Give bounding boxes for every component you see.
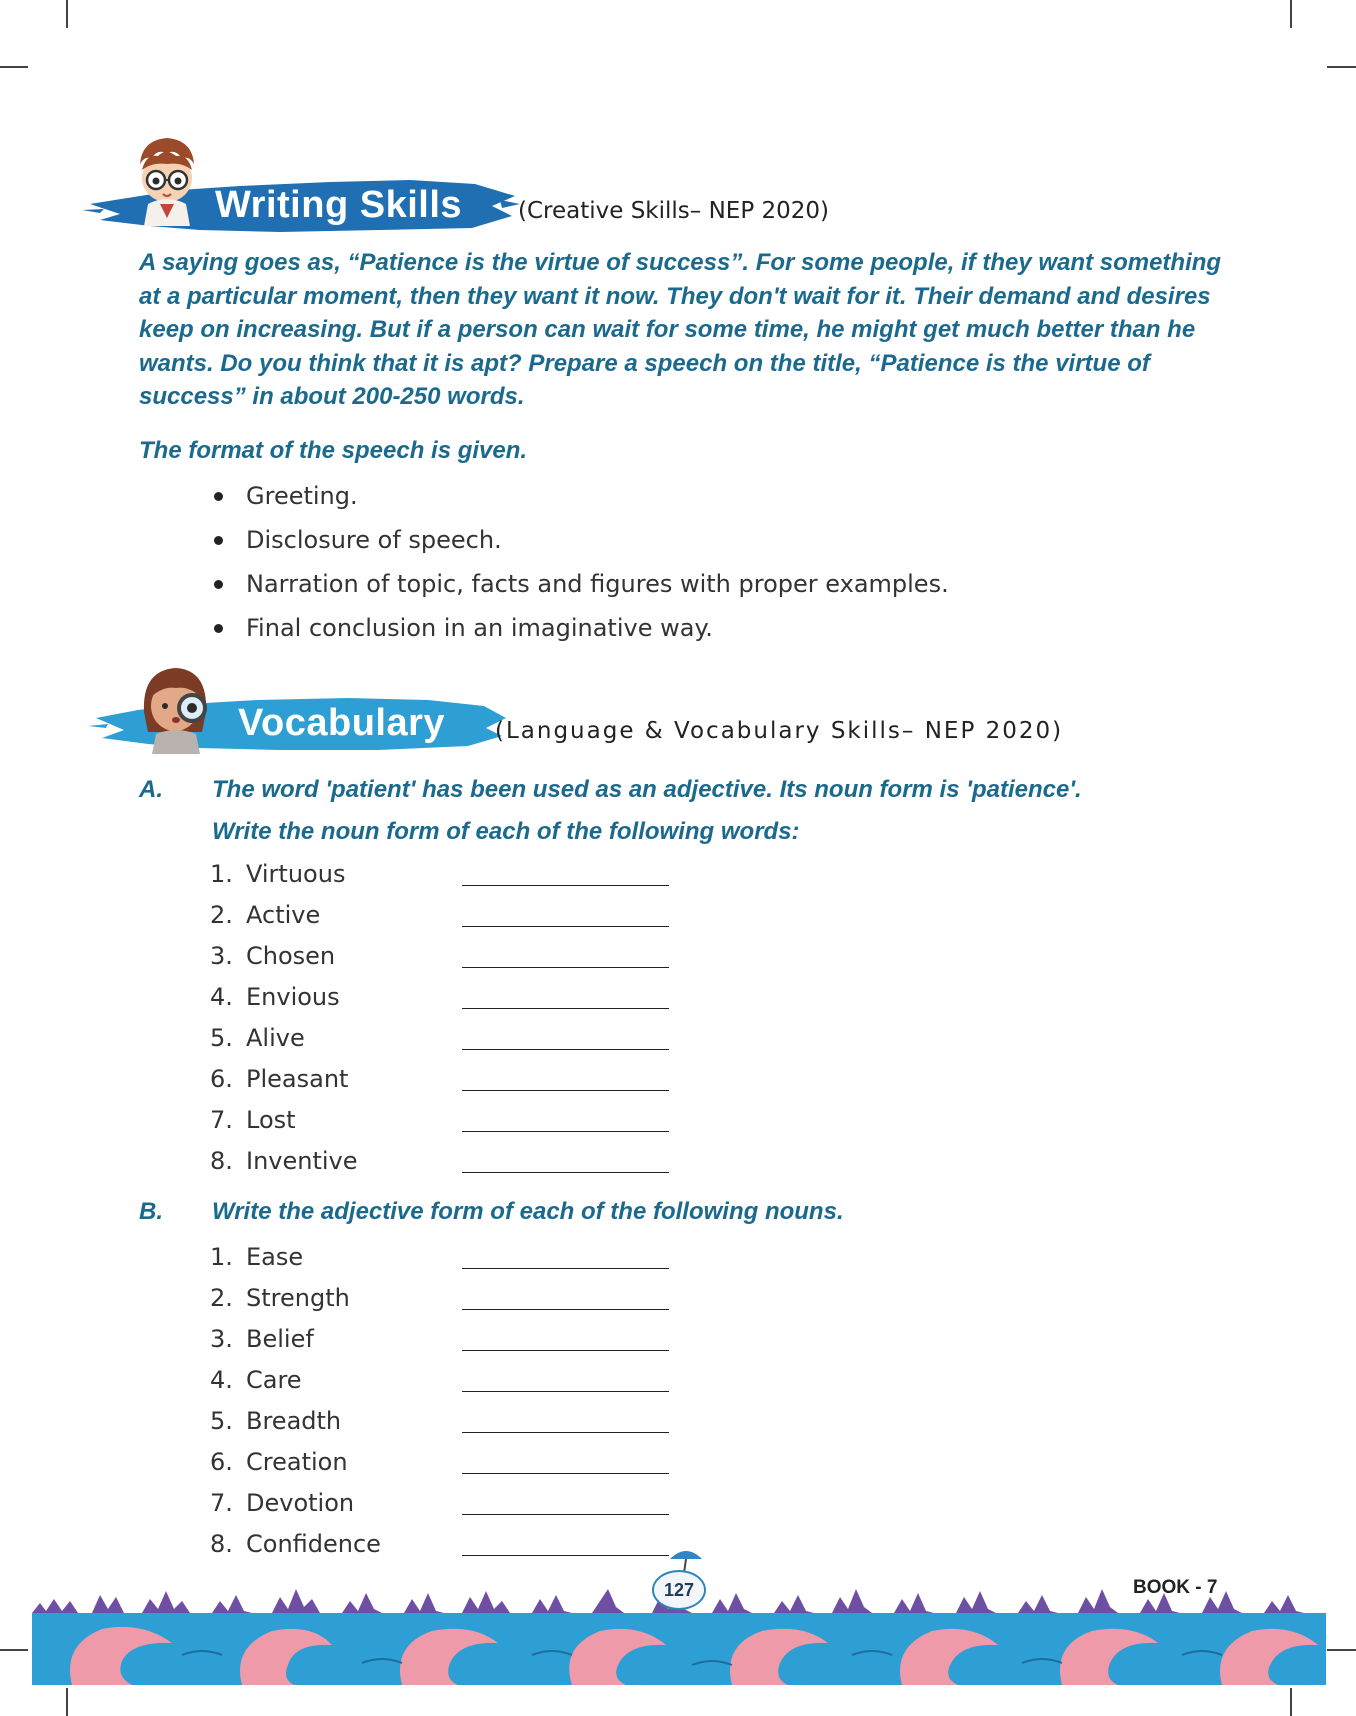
item-number: 5.	[210, 1024, 233, 1052]
crop-mark	[1290, 1688, 1292, 1716]
list-item	[210, 1526, 381, 1567]
item-number: 3.	[210, 1325, 233, 1353]
list-item	[210, 1403, 381, 1444]
answer-blank[interactable]	[462, 1172, 669, 1173]
question-a-line2: Write the noun form of each of the following words:	[212, 818, 800, 845]
answer-blank[interactable]	[462, 1049, 669, 1050]
crop-mark	[0, 66, 28, 68]
answer-blank[interactable]	[462, 1391, 669, 1392]
crop-mark	[0, 1649, 28, 1651]
question-a-line1: The word 'patient' has been used as an adjective. Its noun form is 'patience'.	[212, 776, 1082, 803]
writing-skills-title: Writing Skills	[215, 184, 463, 226]
book-label: BOOK - 7	[1133, 1577, 1218, 1598]
item-word: Confidence	[246, 1530, 381, 1558]
answer-blank[interactable]	[462, 1090, 669, 1091]
item-word: Creation	[246, 1448, 348, 1476]
crop-mark	[1290, 0, 1292, 28]
writing-prompt: A saying goes as, “Patience is the virtue of success”. For some people, if they want something at a particular moment, then they want it now. They don't wait for it. Their demand and desires keep on increasing. But if a person can wait for some time, he might get much better than he wants. Do you think that it is apt? Prepare a speech on the title, “Patience is the virtue of success” in about 200-250 words.	[139, 249, 1222, 410]
boy-mascot-icon	[132, 134, 202, 234]
item-number: 6.	[210, 1448, 233, 1476]
answer-blank[interactable]	[462, 1309, 669, 1310]
crop-mark	[66, 0, 68, 28]
list-item	[210, 1102, 358, 1143]
list-item: Disclosure of speech.	[210, 522, 949, 566]
item-word: Inventive	[246, 1147, 358, 1175]
item-word: Devotion	[246, 1489, 355, 1517]
vocabulary-title: Vocabulary	[238, 702, 446, 744]
question-b-list	[210, 1239, 381, 1567]
item-word: Active	[246, 901, 321, 929]
page-number: 127	[652, 1570, 706, 1610]
item-number: 7.	[210, 1106, 233, 1134]
list-item: Final conclusion in an imaginative way.	[210, 610, 949, 654]
answer-blank[interactable]	[462, 1473, 669, 1474]
item-word: Strength	[246, 1284, 350, 1312]
answer-blank[interactable]	[462, 1268, 669, 1269]
item-word: Lost	[246, 1106, 296, 1134]
vocabulary-header	[88, 662, 1088, 762]
item-number: 6.	[210, 1065, 233, 1093]
format-list	[210, 478, 949, 654]
item-word: Breadth	[246, 1407, 342, 1435]
item-number: 2.	[210, 1284, 233, 1312]
item-word: Virtuous	[246, 860, 346, 888]
list-item	[210, 1321, 381, 1362]
list-item	[210, 1280, 381, 1321]
item-number: 2.	[210, 901, 233, 929]
vocabulary-subtitle: (Language & Vocabulary Skills– NEP 2020)	[495, 718, 1064, 744]
list-item	[210, 938, 358, 979]
answer-blank[interactable]	[462, 1514, 669, 1515]
girl-magnifier-icon	[138, 662, 218, 754]
list-item	[210, 1239, 381, 1280]
answer-blank[interactable]	[462, 1432, 669, 1433]
list-item	[210, 1485, 381, 1526]
list-item: Narration of topic, facts and figures with proper examples.	[210, 566, 949, 610]
writing-skills-subtitle: (Creative Skills– NEP 2020)	[518, 198, 830, 224]
list-item	[210, 1143, 358, 1184]
answer-blank[interactable]	[462, 1008, 669, 1009]
question-a-letter: A.	[139, 776, 163, 803]
list-item	[210, 856, 358, 897]
format-title: The format of the speech is given.	[139, 437, 528, 464]
answer-blank[interactable]	[462, 1350, 669, 1351]
item-word: Alive	[246, 1024, 305, 1052]
item-number: 1.	[210, 1243, 233, 1271]
list-item	[210, 1020, 358, 1061]
list-item	[210, 1362, 381, 1403]
item-word: Belief	[246, 1325, 314, 1353]
item-word: Chosen	[246, 942, 336, 970]
item-number: 8.	[210, 1147, 233, 1175]
crop-mark	[1327, 1649, 1356, 1651]
crop-mark	[1327, 66, 1356, 68]
answer-blank[interactable]	[462, 885, 669, 886]
answer-blank[interactable]	[462, 967, 669, 968]
umbrella-icon	[668, 1545, 704, 1573]
question-a-list	[210, 856, 358, 1184]
list-item: Greeting.	[210, 478, 949, 522]
question-b-letter: B.	[139, 1198, 163, 1225]
item-number: 5.	[210, 1407, 233, 1435]
question-b-line1: Write the adjective form of each of the following nouns.	[212, 1198, 844, 1225]
answer-blank[interactable]	[462, 1131, 669, 1132]
item-number: 4.	[210, 1366, 233, 1394]
writing-skills-header	[80, 134, 840, 244]
item-number: 4.	[210, 983, 233, 1011]
list-item	[210, 1061, 358, 1102]
item-number: 1.	[210, 860, 233, 888]
item-number: 7.	[210, 1489, 233, 1517]
list-item	[210, 1444, 381, 1485]
crop-mark	[66, 1688, 68, 1716]
item-word: Care	[246, 1366, 302, 1394]
list-item	[210, 897, 358, 938]
item-number: 8.	[210, 1530, 233, 1558]
item-word: Pleasant	[246, 1065, 349, 1093]
item-word: Ease	[246, 1243, 304, 1271]
item-number: 3.	[210, 942, 233, 970]
item-word: Envious	[246, 983, 340, 1011]
answer-blank[interactable]	[462, 1555, 669, 1556]
answer-blank[interactable]	[462, 926, 669, 927]
list-item	[210, 979, 358, 1020]
